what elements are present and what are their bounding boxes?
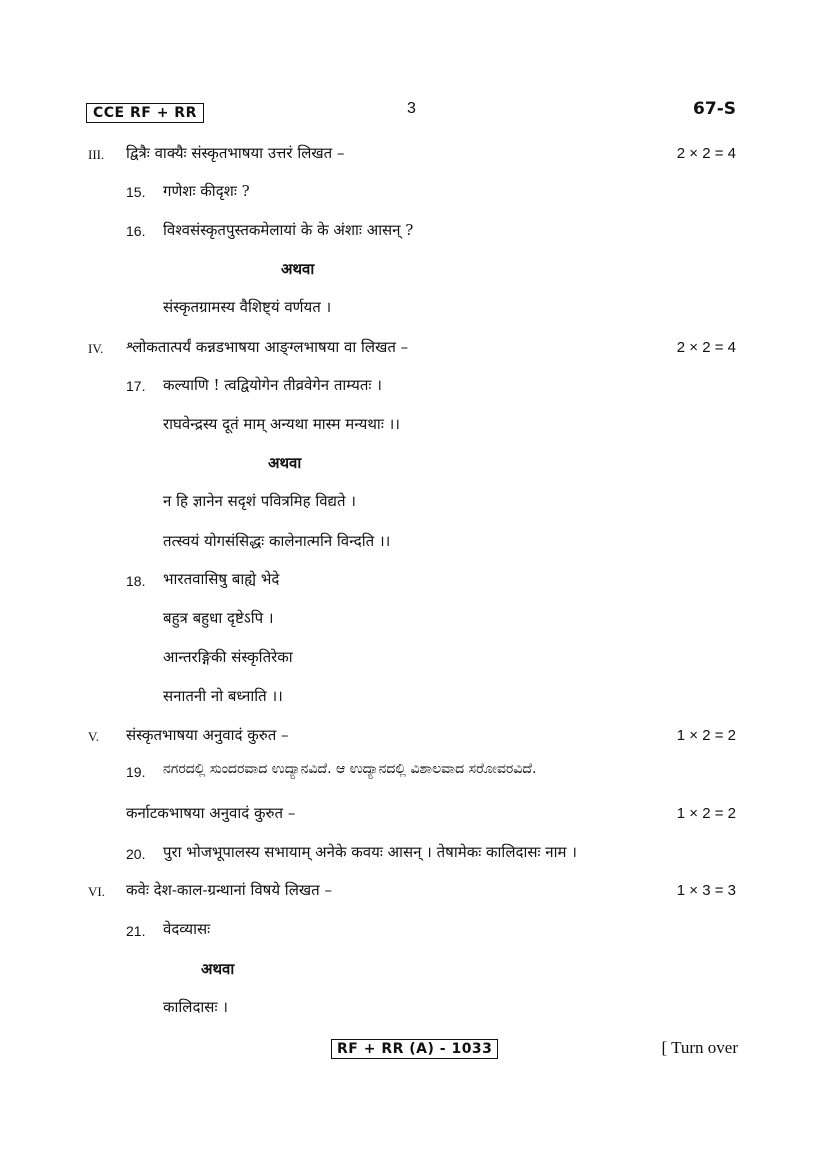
section-marks: 1 × 2 = 2 [676, 727, 736, 744]
kannada-passage: ನಗರದಲ್ಲಿ ಸುಂದರವಾದ ಉದ್ಯಾನವಿದೆ. ಆ ಉದ್ಯಾನದಲ್ಲಿ ವಿಶಾಲವಾದ ಸರೋವರವಿದೆ. [163, 761, 537, 777]
alternate-question: कालिदासः । [163, 998, 228, 1016]
verse-line: भारतवासिषु बाह्ये भेदे [163, 570, 280, 588]
section-marks: 2 × 2 = 4 [676, 145, 736, 162]
question-number: 15. [126, 184, 146, 200]
verse-line: आन्तरङ्गिकी संस्कृतिरेका [163, 648, 293, 666]
section-number: III. [88, 147, 105, 162]
or-label: अथवा [281, 260, 315, 278]
verse-line: तत्स्वयं योगसंसिद्धः कालेनात्मनि विन्दति ।। [163, 532, 391, 550]
question-number: 18. [126, 573, 146, 589]
paper-code-box: CCE RF + RR [86, 103, 204, 123]
section-marks: 1 × 2 = 2 [676, 805, 736, 822]
page-number: 3 [407, 100, 416, 117]
section-instruction: द्वित्रैः वाक्यैः संस्कृतभाषया उत्तरं लिखत – [126, 144, 345, 162]
question-number: 20. [126, 846, 146, 862]
question-number: 17. [126, 378, 146, 394]
question-text: वेदव्यासः [163, 920, 211, 938]
sanskrit-passage: पुरा भोजभूपालस्य सभायाम् अनेके कवयः आसन् । तेषामेकः कालिदासः नाम । [163, 843, 577, 861]
subject-code: 67-S [693, 99, 736, 119]
or-label: अथवा [268, 454, 302, 472]
question-number: 21. [126, 923, 146, 939]
verse-line: न हि ज्ञानेन सदृशं पवित्रमिह विद्यते । [163, 492, 356, 510]
section-marks: 2 × 2 = 4 [676, 339, 736, 356]
verse-line: बहुत्र बहुधा दृष्टेऽपि । [163, 609, 274, 627]
question-text: गणेशः कीदृशः ? [163, 182, 250, 200]
question-text: विश्वसंस्कृतपुस्तकमेलायां के के अंशाः आसन् ? [163, 221, 414, 239]
section-number: VI. [88, 884, 105, 899]
section-instruction: कवेः देश-काल-ग्रन्थानां विषये लिखत – [126, 881, 332, 899]
alternate-question: संस्कृतग्रामस्य वैशिष्ट्यं वर्णयत । [163, 298, 332, 316]
verse-line: सनातनी नो बध्नाति ।। [163, 687, 283, 705]
section-instruction: श्लोकतात्पर्यं कन्नडभाषया आङ्ग्लभाषया वा लिखत – [126, 338, 409, 356]
question-number: 19. [126, 764, 146, 780]
section-instruction: संस्कृतभाषया अनुवादं कुरुत – [126, 726, 289, 744]
verse-line: कल्याणि ! त्वद्वियोगेन तीव्रवेगेन ताम्यतः । [163, 376, 382, 394]
question-number: 16. [126, 223, 146, 239]
footer-code-box: RF + RR (A) - 1033 [331, 1039, 498, 1059]
verse-line: राघवेन्द्रस्य दूतं माम् अन्यथा मास्म मन्यथाः ।। [163, 415, 400, 433]
section-marks: 1 × 3 = 3 [676, 882, 736, 899]
section-number: IV. [88, 341, 104, 356]
section-instruction: कर्नाटकभाषया अनुवादं कुरुत – [126, 804, 296, 822]
turn-over-note: [ Turn over [661, 1038, 738, 1057]
or-label: अथवा [201, 960, 235, 978]
section-number: V. [88, 729, 99, 744]
